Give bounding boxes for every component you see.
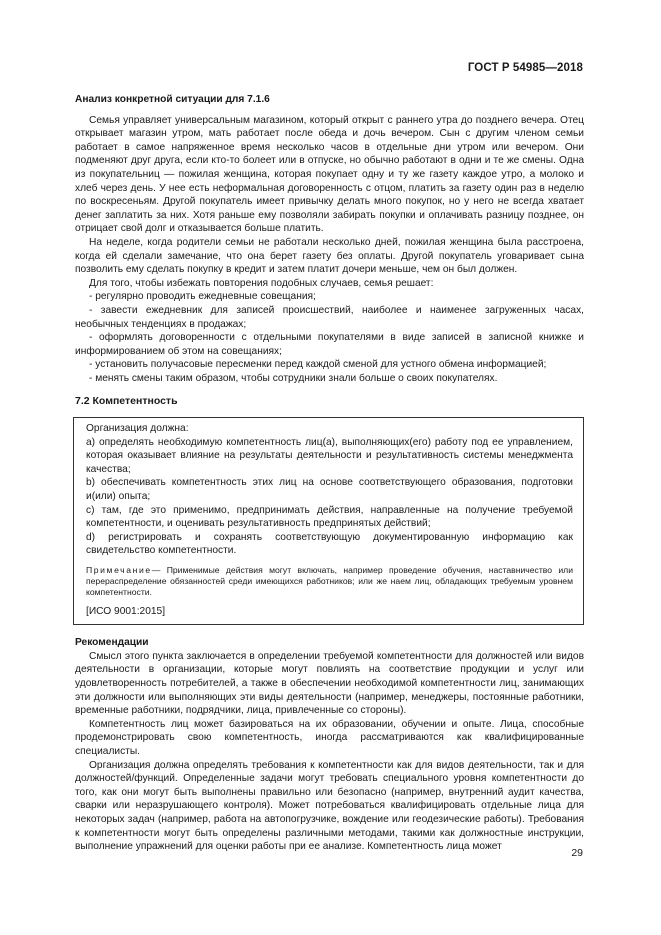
- requirement-item: d) регистрировать и сохранять соответствующую документированную информацию как свидетельство компетентности.: [86, 531, 573, 557]
- requirement-item: c) там, где это применимо, предпринимать действия, направленные на получение требуемой компетентности, и оценивать результативность предпринятых действий;: [86, 504, 573, 530]
- page-number: 29: [571, 847, 583, 859]
- page-content: [75, 93, 584, 854]
- case-study-list-item: - менять смены таким образом, чтобы сотрудники знали больше о своих покупателях.: [89, 372, 498, 384]
- requirement-item: а) определять необходимую компетентность лиц(а), выполняющих(его) работу под ее управлением, которая оказывает влияние на результаты деятельности и результативность системы менеджмента качества;: [86, 436, 573, 475]
- requirement-reference: [ИСО 9001:2015]: [86, 605, 166, 617]
- recommendations-paragraph: Компетентность лиц может базироваться на их образовании, обучении и опыте. Лица, способные продемонстрировать свою компетентность, иногда рассматриваются как квалифицированные специалисты.: [75, 718, 584, 757]
- case-study-list-item: - установить получасовые пересменки перед каждой сменой для устного обмена информацией;: [89, 359, 547, 371]
- requirement-intro: Организация должна:: [86, 423, 189, 435]
- recommendations-paragraph: Смысл этого пункта заключается в определении требуемой компетентности для должностей или видов деятельности в организации, которые могут повлиять на соответствие продукции и услуг или удовлетворенность потребителей, а также в обеспечении необходимой компетентности лиц, занимающих эти должности или выполняющих эти виды деятельности (например, менеджеры, постоянные работники, временные работники, подрядчики, лица, привлеченные со стороны).: [75, 650, 584, 717]
- recommendations-paragraph: Организация должна определять требования к компетентности как для видов деятельности, так и для должностей/функций. Определенные задачи могут требовать специального уровня компетентности до того, как они могут быть выполнены правильно или безопасно (например, внутренний аудит качества, сварки или неразрушающего контроля). Может потребоваться квалифицировать отдельные лица для некоторых задач (например, работа на автопогрузчике, вождение или геодезические работы). Требования к компетентности могут быть определены различными методами, такими как должностные инструкции, выполнение упражнений для оценки работы при ее анализе. Компетентность лица может: [75, 759, 584, 853]
- standard-code: ГОСТ Р 54985—2018: [467, 62, 583, 74]
- case-study-list-item: - завести ежедневник для записей происшествий, наиболее и наименее загруженных часах, необычных тенденциях в продажах;: [75, 304, 584, 330]
- case-study-paragraph: Семья управляет универсальным магазином, который открыт с раннего утра до позднего вечера. Отец открывает магазин утром, мать работает после обеда и дочь вечером. Сын с другим членом семьи работает в самое напряженное время несколько часов в отдельные дни утром или вечером. Они подменяют друг друга, если кто-то болеет или в отпуске, но обычно работают в одни и те же смены. Одна из покупательниц — пожилая женщина, которая покупает одну и ту же газету каждое утро, а молоко и хлеб через день. У нее есть неформальная договоренность с отцом, платить за газету один раз в неделю по воскресеньям. Другой покупатель имеет привычку делать много покупок, но у него не всегда хватает денег заплатить за них. Хотя раньше ему позволяли забирать покупки и оплачивать разницу позднее, он отрицает свой долг и отказывается больше платить.: [75, 114, 584, 235]
- section-heading: 7.2 Компетентность: [75, 395, 178, 408]
- requirement-note: [86, 565, 573, 599]
- requirement-box: [73, 417, 584, 625]
- case-study-heading: Анализ конкретной ситуации для 7.1.6: [75, 94, 270, 105]
- note-label: Примечание: [86, 565, 152, 575]
- note-text: — Применимые действия могут включать, например проведение обучения, наставничество или перераспределение обязанностей среди имеющихся работников; или же наем лиц, обладающих требуемым уровнем компетентности.: [86, 565, 573, 598]
- case-study-paragraph: Для того, чтобы избежать повторения подобных случаев, семья решает:: [89, 277, 434, 289]
- requirement-item: b) обеспечивать компетентность этих лиц на основе соответствующего образования, подготовки и(или) опыта;: [86, 477, 573, 503]
- case-study-list-item: - оформлять договоренности с отдельными покупателями в виде записей в записной книжке и информированием об этом на совещаниях;: [75, 332, 584, 357]
- case-study-list-item: - регулярно проводить ежедневные совещания;: [89, 291, 316, 303]
- case-study-paragraph: На неделе, когда родители семьи не работали несколько дней, пожилая женщина была расстроена, когда ей сделали замечание, что она берет газету без оплаты. Другой покупатель уговаривает сына позволить ему сделать покупку в кредит и затем платит дочери меньше, чем он был должен.: [75, 236, 584, 276]
- recommendations-heading: Рекомендации: [75, 637, 149, 649]
